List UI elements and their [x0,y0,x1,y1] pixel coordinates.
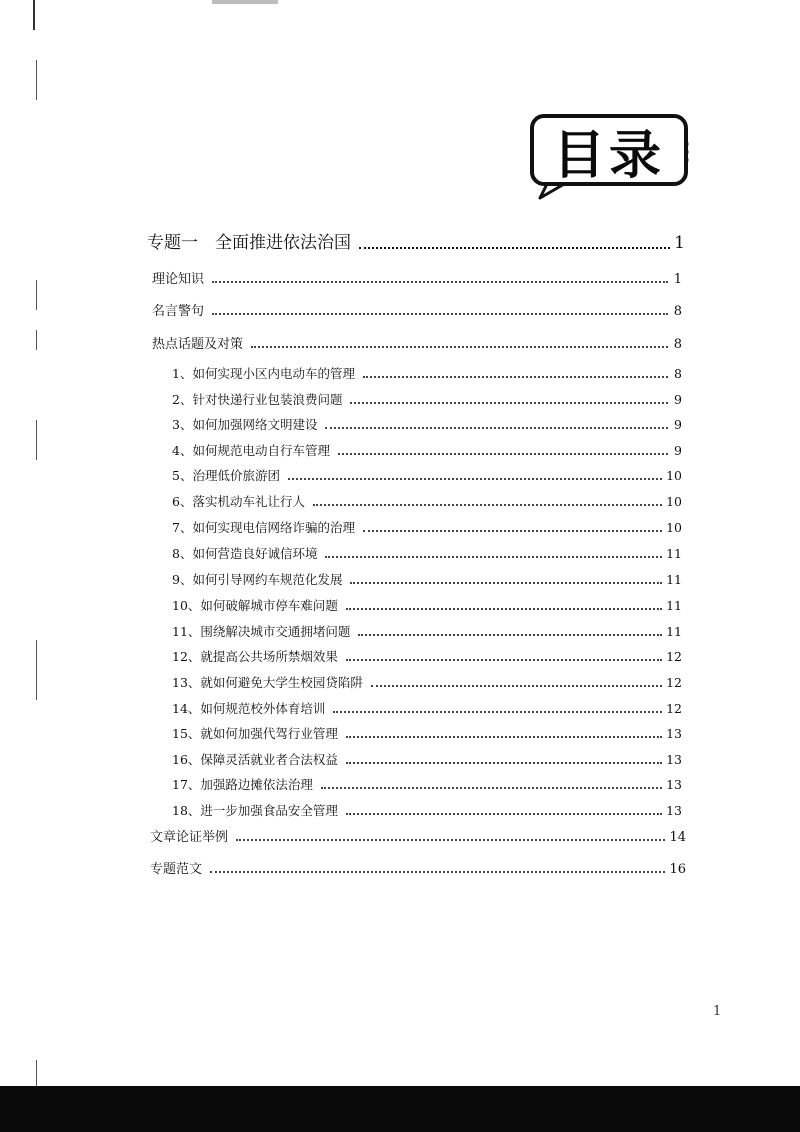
dot-leader [313,503,662,506]
dot-leader [350,581,662,584]
toc-item[interactable] [172,441,682,459]
item-title: 7、如何实现电信网络诈骗的治理 [172,520,355,535]
toc-item[interactable] [172,775,682,793]
toc-item[interactable] [172,750,682,768]
toc-section-theory[interactable] [152,268,682,287]
toc-item[interactable] [172,570,682,588]
page-number: 8 [673,337,682,352]
item-title: 17、加强路边摊依法治理 [172,777,313,792]
dot-leader [325,555,662,558]
toc-item[interactable] [172,364,682,382]
page-number: 13 [666,726,682,741]
page-number: 9 [674,417,682,432]
toc-item[interactable] [172,724,682,742]
footer-page-number: 1 [713,1004,722,1019]
item-title: 10、如何破解城市停车难问题 [172,598,338,613]
page-number: 10 [666,468,682,483]
page-number: 8 [673,304,682,319]
dot-leader [346,735,662,738]
chapter-title: 专题一 全面推进依法治国 [147,233,351,253]
page-number: 10 [666,494,682,509]
toc-item[interactable] [172,596,682,614]
section-title: 热点话题及对策 [152,337,244,352]
toc-item[interactable] [172,518,682,536]
dot-leader [212,312,668,315]
dot-leader [363,375,668,378]
toc-item[interactable] [172,622,682,640]
page-number: 14 [669,830,686,845]
item-title: 3、如何加强网络文明建设 [172,417,318,432]
dot-leader [371,684,662,687]
toc-item[interactable] [172,699,682,717]
section-title: 文章论证举例 [150,830,229,845]
item-title: 11、围绕解决城市交通拥堵问题 [172,624,351,639]
scan-bottom-bar [0,1086,800,1132]
dot-leader [346,658,662,661]
toc-item[interactable] [172,801,682,819]
toc-title: 目录 [530,114,688,186]
toc-section-quotes[interactable] [152,300,682,319]
dot-leader [325,426,668,429]
page-number: 10 [666,520,682,535]
section-title: 理论知识 [152,272,205,287]
page-number: 9 [674,392,682,407]
item-title: 12、就提高公共场所禁烟效果 [172,649,338,664]
dot-leader [251,345,668,348]
page-number: 1 [674,233,685,253]
toc-item[interactable] [172,647,682,665]
toc-section-examples[interactable] [150,826,686,845]
dot-leader [212,280,668,283]
page-number: 11 [666,624,682,639]
section-title: 专题范文 [150,862,203,877]
page-number: 11 [666,572,682,587]
toc-item[interactable] [172,544,682,562]
dot-leader [346,607,662,610]
page-number: 11 [666,546,682,561]
page-number: 13 [666,752,682,767]
dot-leader [363,529,662,532]
page-number: 8 [674,366,682,381]
dot-leader [358,633,662,636]
page-number: 1 [673,272,682,287]
item-title: 4、如何规范电动自行车管理 [172,443,330,458]
item-title: 5、治理低价旅游团 [172,468,280,483]
toc-item[interactable] [172,415,682,433]
page-number: 13 [666,803,682,818]
page-number: 9 [674,443,682,458]
dot-leader [338,452,668,455]
item-title: 13、就如何避免大学生校园贷陷阱 [172,675,363,690]
page-number: 13 [666,777,682,792]
page-number: 12 [666,675,682,690]
page-number: 11 [666,598,682,613]
item-title: 6、落实机动车礼让行人 [172,494,305,509]
toc-item[interactable] [172,466,682,484]
dot-leader [333,710,662,713]
item-title: 15、就如何加强代驾行业管理 [172,726,338,741]
dot-leader [210,870,665,873]
item-title: 8、如何营造良好诚信环境 [172,546,318,561]
dot-leader [346,812,662,815]
item-title: 2、针对快递行业包装浪费问题 [172,392,343,407]
item-title: 9、如何引导网约车规范化发展 [172,572,343,587]
toc-item[interactable] [172,673,682,691]
toc-chapter-1[interactable] [147,228,685,253]
dot-leader [350,401,668,404]
dot-leader [359,246,670,249]
dot-leader [346,761,662,764]
dot-leader [288,477,662,480]
section-title: 名言警句 [152,304,205,319]
item-title: 16、保障灵活就业者合法权益 [172,752,338,767]
toc-item[interactable] [172,390,682,408]
toc-item[interactable] [172,492,682,510]
item-title: 1、如何实现小区内电动车的管理 [172,366,355,381]
page-number: 12 [666,701,682,716]
page-number: 16 [669,862,686,877]
dot-leader [321,786,662,789]
item-title: 18、进一步加强食品安全管理 [172,803,338,818]
page-number: 12 [666,649,682,664]
toc-section-topics[interactable] [152,333,682,352]
dot-leader [236,838,665,841]
item-title: 14、如何规范校外体育培训 [172,701,326,716]
toc-section-essays[interactable] [150,858,686,877]
